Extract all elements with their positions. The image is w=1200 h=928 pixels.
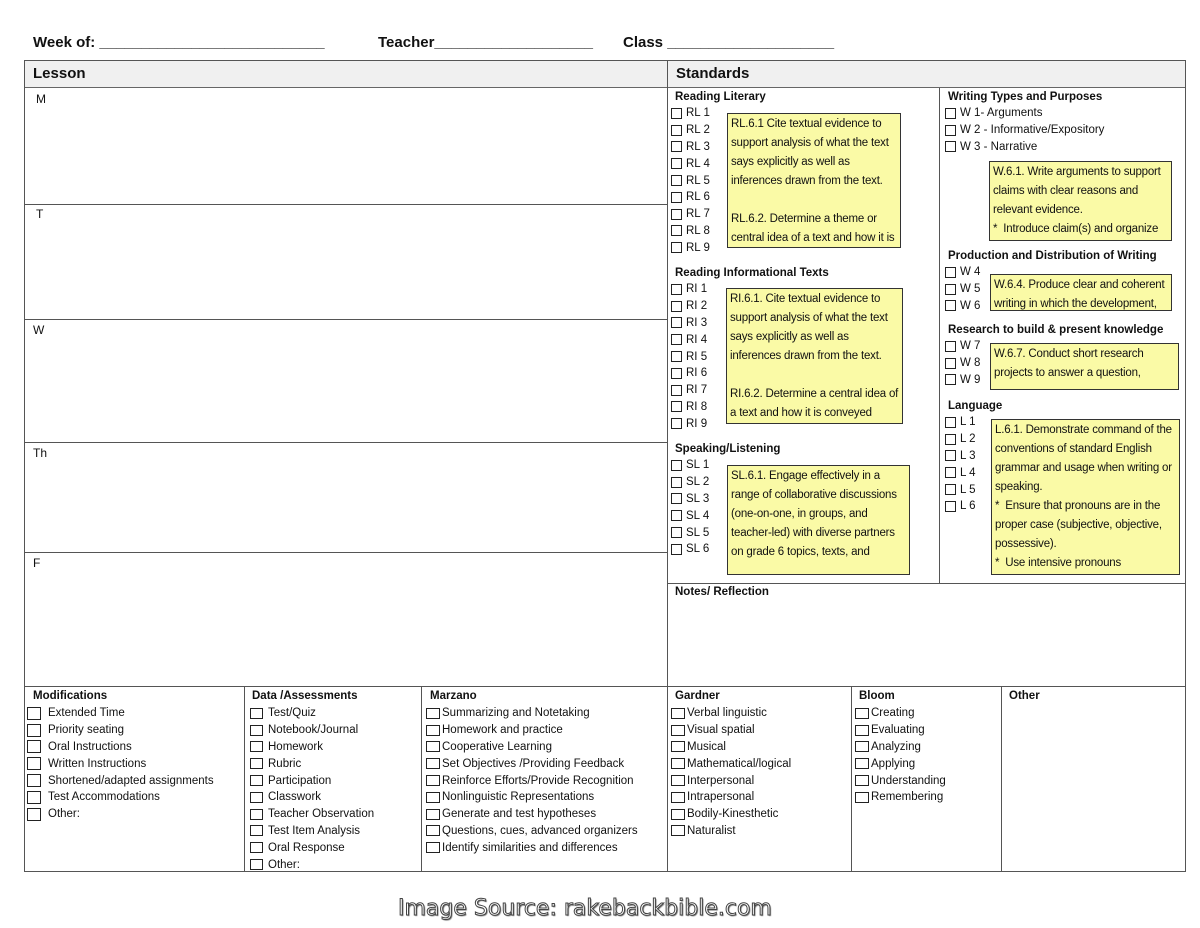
modifications-title: Modifications — [33, 690, 108, 702]
checkbox-label: Bodily-Kinesthetic — [687, 808, 779, 821]
image-source-caption: Image Source: rakebackbible.com — [398, 896, 772, 921]
note-text: * Introduce claim(s) and organize — [993, 223, 1159, 235]
checkbox-label: Notebook/Journal — [268, 724, 359, 737]
gardner-title: Gardner — [675, 690, 720, 702]
checkbox-label: RL 6 — [686, 191, 710, 204]
reading-literary-list — [671, 105, 710, 256]
checkbox[interactable] — [945, 300, 956, 311]
checkbox[interactable] — [945, 434, 956, 445]
checkbox[interactable] — [671, 334, 682, 345]
checkbox[interactable] — [671, 368, 682, 379]
checkbox[interactable] — [945, 284, 956, 295]
checkbox[interactable] — [671, 225, 682, 236]
checkbox-label: Test/Quiz — [268, 707, 316, 720]
checkbox[interactable] — [945, 125, 956, 136]
checkbox[interactable] — [250, 792, 263, 803]
checkbox-label: Applying — [871, 757, 916, 770]
checkbox-label: Priority seating — [48, 724, 125, 737]
data-assessments-title: Data /Assessments — [252, 690, 358, 702]
checkbox-label: Test Accommodations — [48, 791, 160, 804]
bloom-title: Bloom — [859, 690, 895, 702]
checkbox-label: Reinforce Efforts/Provide Recognition — [442, 774, 634, 787]
day-divider — [25, 442, 667, 443]
reading-informational-title: Reading Informational Texts — [675, 267, 829, 279]
checkbox-label: Set Objectives /Providing Feedback — [442, 757, 625, 770]
checkbox[interactable] — [671, 708, 685, 719]
checkbox[interactable] — [671, 792, 685, 803]
checkbox-label: Homework — [268, 740, 323, 753]
checkbox-label: L 4 — [960, 466, 976, 479]
checkbox[interactable] — [671, 141, 682, 152]
checkbox-label: Oral Instructions — [48, 740, 132, 753]
other-title: Other — [1009, 690, 1040, 702]
checkbox[interactable] — [945, 374, 956, 385]
checkbox[interactable] — [671, 809, 685, 820]
checkbox[interactable] — [426, 708, 440, 719]
checkbox[interactable] — [671, 527, 682, 538]
writing-types-list — [945, 105, 1104, 155]
research-list — [945, 338, 980, 388]
checkbox-label: Shortened/adapted assignments — [48, 774, 214, 787]
modifications-list — [27, 705, 214, 823]
checkbox-label: RI 9 — [686, 417, 708, 430]
checkbox-label: SL 4 — [686, 509, 710, 522]
checkbox[interactable] — [250, 775, 263, 786]
checkbox-label: RI 7 — [686, 384, 708, 397]
standards-column-divider — [939, 88, 940, 583]
checkbox[interactable] — [671, 460, 682, 471]
research-title: Research to build & present knowledge — [948, 324, 1164, 336]
checkbox-label: RI 4 — [686, 333, 708, 346]
checkbox[interactable] — [855, 725, 869, 736]
checkbox[interactable] — [27, 774, 41, 787]
checkbox[interactable] — [945, 267, 956, 278]
checkbox[interactable] — [671, 493, 682, 504]
checkbox-label: Musical — [687, 740, 726, 753]
checkbox[interactable] — [671, 108, 682, 119]
marzano-title: Marzano — [430, 690, 477, 702]
checkbox[interactable] — [671, 158, 682, 169]
notes-divider — [668, 583, 1185, 584]
note-text: RL.6.1 Cite textual evidence to support analysis of what the text says explicitly as well as inferences drawn from the text. — [731, 118, 892, 187]
checkbox-label: Intrapersonal — [687, 791, 755, 804]
checkbox-label: W 3 - Narrative — [960, 140, 1038, 153]
language-note — [991, 419, 1180, 575]
checkbox[interactable] — [945, 108, 956, 119]
checkbox-label: Classwork — [268, 791, 322, 804]
column-divider — [667, 687, 668, 872]
language-list — [945, 414, 976, 515]
checkbox-label: Interpersonal — [687, 774, 755, 787]
checkbox-label: SL 1 — [686, 459, 710, 472]
checkbox[interactable] — [671, 301, 682, 312]
checkbox-label: RL 5 — [686, 174, 710, 187]
checkbox[interactable] — [855, 775, 869, 786]
reading-literary-note — [727, 113, 901, 248]
checkbox[interactable] — [671, 544, 682, 555]
note-text: W.6.4. Produce clear and coherent writing in which the development, — [994, 279, 1168, 310]
data-assessments-list — [250, 705, 374, 873]
checkbox-label: RI 1 — [686, 283, 708, 296]
checkbox-label: RL 3 — [686, 140, 710, 153]
day-divider — [25, 319, 667, 320]
checkbox[interactable] — [250, 758, 263, 769]
checkbox-label: Other: — [48, 808, 80, 821]
checkbox[interactable] — [250, 859, 263, 870]
note-text: RI.6.1. Cite textual evidence to support analysis of what the text says explicitly as well as inferences drawn from the text. — [730, 293, 891, 362]
production-note — [990, 274, 1172, 311]
checkbox[interactable] — [945, 467, 956, 478]
checkbox-label: RL 9 — [686, 241, 710, 254]
checkbox[interactable] — [27, 740, 41, 753]
checkbox-label: Participation — [268, 774, 332, 787]
checkbox[interactable] — [671, 242, 682, 253]
checkbox-label: Understanding — [871, 774, 946, 787]
checkbox-label: Visual spatial — [687, 724, 755, 737]
reading-literary-title: Reading Literary — [675, 91, 766, 103]
checkbox-label: Naturalist — [687, 824, 736, 837]
checkbox-label: Written Instructions — [48, 757, 147, 770]
checkbox[interactable] — [855, 708, 869, 719]
checkbox[interactable] — [27, 791, 41, 804]
writing-types-title: Writing Types and Purposes — [948, 91, 1103, 103]
checkbox-label: W 2 - Informative/Expository — [960, 124, 1105, 137]
lesson-header: Lesson — [25, 61, 667, 88]
checkbox[interactable] — [945, 141, 956, 152]
production-title: Production and Distribution of Writing — [948, 250, 1157, 262]
note-text: RI.6.2. Determine a central idea of a text and how it is conveyed — [730, 388, 902, 419]
checkbox-label: W 9 — [960, 373, 981, 386]
note-text: * Ensure that pronouns are in the proper case (subjective, objective, possessive). — [995, 500, 1165, 550]
checkbox-label: RL 8 — [686, 224, 710, 237]
checkbox-label: RI 2 — [686, 300, 708, 313]
note-text: L.6.1. Demonstrate command of the conventions of standard English grammar and usage when writing or speaking. — [995, 424, 1175, 493]
checkbox[interactable] — [426, 758, 440, 769]
checkbox-label: W 1- Arguments — [960, 107, 1043, 120]
checkbox-label: W 4 — [960, 266, 981, 279]
checkbox-label: SL 3 — [686, 492, 710, 505]
checkbox-label: W 7 — [960, 340, 981, 353]
checkbox[interactable] — [945, 450, 956, 461]
teacher-field: Teacher___________________ — [378, 34, 593, 51]
class-field: Class ____________________ — [623, 34, 835, 51]
checkbox[interactable] — [945, 358, 956, 369]
checkbox[interactable] — [250, 809, 263, 820]
checkbox[interactable] — [945, 501, 956, 512]
research-note — [990, 343, 1179, 390]
speaking-listening-list — [671, 457, 709, 558]
bloom-list — [855, 705, 946, 806]
checkbox-label: Extended Time — [48, 707, 125, 720]
day-monday: M — [36, 92, 46, 106]
checkbox-label: Generate and test hypotheses — [442, 808, 597, 821]
checkbox[interactable] — [426, 809, 440, 820]
notes-reflection-title: Notes/ Reflection — [675, 586, 769, 598]
checkbox[interactable] — [671, 725, 685, 736]
checkbox[interactable] — [27, 757, 41, 770]
checkbox-label: RI 8 — [686, 400, 708, 413]
checkbox[interactable] — [27, 724, 41, 737]
checkbox[interactable] — [671, 175, 682, 186]
checkbox-label: SL 6 — [686, 543, 710, 556]
checkbox-label: RL 1 — [686, 107, 710, 120]
checkbox[interactable] — [671, 758, 685, 769]
checkbox[interactable] — [855, 758, 869, 769]
checkbox[interactable] — [671, 741, 685, 752]
checkbox-label: Summarizing and Notetaking — [442, 707, 590, 720]
checkbox[interactable] — [250, 825, 263, 836]
column-divider — [244, 687, 245, 872]
week-of-field: Week of: ___________________________ — [33, 34, 325, 51]
checkbox[interactable] — [27, 808, 41, 821]
note-text — [731, 191, 897, 210]
checkbox[interactable] — [855, 741, 869, 752]
checkbox-label: Homework and practice — [442, 724, 563, 737]
checkbox-label: Creating — [871, 707, 915, 720]
checkbox-label: Oral Response — [268, 841, 345, 854]
checkbox-label: L 1 — [960, 416, 976, 429]
checkbox-label: Mathematical/logical — [687, 757, 792, 770]
checkbox[interactable] — [250, 708, 263, 719]
checkbox[interactable] — [671, 209, 682, 220]
checkbox-label: Cooperative Learning — [442, 740, 552, 753]
checkbox-label: RI 5 — [686, 350, 708, 363]
checkbox[interactable] — [671, 825, 685, 836]
note-text — [730, 366, 899, 385]
checkbox[interactable] — [250, 842, 263, 853]
day-wednesday: W — [33, 323, 45, 337]
checkbox[interactable] — [426, 775, 440, 786]
checkbox-label: RL 2 — [686, 124, 710, 137]
checkbox[interactable] — [671, 418, 682, 429]
gardner-list — [671, 705, 791, 839]
checkbox[interactable] — [945, 484, 956, 495]
checkbox[interactable] — [250, 725, 263, 736]
checkbox-label: Verbal linguistic — [687, 707, 767, 720]
checkbox-label: Analyzing — [871, 740, 921, 753]
checkbox[interactable] — [426, 825, 440, 836]
checkbox[interactable] — [671, 284, 682, 295]
reading-informational-note — [726, 288, 903, 424]
day-friday: F — [33, 556, 41, 570]
day-thursday: Th — [33, 446, 48, 460]
day-divider — [25, 552, 667, 553]
checkbox[interactable] — [426, 725, 440, 736]
checkbox[interactable] — [27, 707, 41, 720]
day-tuesday: T — [36, 207, 44, 221]
lesson-standards-divider — [667, 61, 668, 687]
checkbox-label: L 2 — [960, 433, 976, 446]
checkbox[interactable] — [426, 741, 440, 752]
checkbox[interactable] — [671, 192, 682, 203]
production-list — [945, 264, 980, 314]
column-divider — [421, 687, 422, 872]
checkbox[interactable] — [671, 385, 682, 396]
column-divider — [1001, 687, 1002, 872]
note-text: RL.6.2. Determine a theme or central idea of a text and how it is — [731, 213, 895, 244]
checkbox[interactable] — [426, 842, 440, 853]
checkbox-label: Evaluating — [871, 724, 925, 737]
checkbox-label: Teacher Observation — [268, 808, 375, 821]
reading-informational-list — [671, 281, 707, 432]
checkbox[interactable] — [945, 417, 956, 428]
writing-types-note — [989, 161, 1172, 241]
checkbox[interactable] — [855, 792, 869, 803]
column-divider — [851, 687, 852, 872]
checkbox[interactable] — [671, 317, 682, 328]
checkbox[interactable] — [671, 510, 682, 521]
note-text: W.6.1. Write arguments to support claims with clear reasons and relevant evidence. — [993, 166, 1164, 216]
day-divider — [25, 204, 667, 205]
checkbox-label: SL 2 — [686, 476, 710, 489]
checkbox-label: Questions, cues, advanced organizers — [442, 824, 638, 837]
checkbox-label: Test Item Analysis — [268, 824, 361, 837]
checkbox[interactable] — [671, 775, 685, 786]
checkbox-label: Remembering — [871, 791, 944, 804]
checkbox-label: Nonlinguistic Representations — [442, 791, 595, 804]
checkbox-label: SL 5 — [686, 526, 710, 539]
checkbox-label: W 8 — [960, 357, 981, 370]
checkbox[interactable] — [945, 341, 956, 352]
checkbox-label: L 3 — [960, 449, 976, 462]
checkbox[interactable] — [671, 125, 682, 136]
checkbox-label: RL 4 — [686, 157, 710, 170]
standards-header: Standards — [668, 61, 1185, 88]
checkbox-label: RI 6 — [686, 367, 708, 380]
checkbox-label: W 5 — [960, 283, 981, 296]
checkbox[interactable] — [671, 351, 682, 362]
checkbox[interactable] — [671, 401, 682, 412]
language-title: Language — [948, 400, 1003, 412]
checkbox[interactable] — [671, 477, 682, 488]
checkbox-label: Rubric — [268, 757, 302, 770]
checkbox-label: Other: — [268, 858, 300, 871]
checkbox[interactable] — [250, 741, 263, 752]
checkbox-label: RL 7 — [686, 208, 710, 221]
checkbox-label: RI 3 — [686, 316, 708, 329]
checkbox-label: L 6 — [960, 500, 976, 513]
speaking-listening-title: Speaking/Listening — [675, 443, 781, 455]
checkbox-label: L 5 — [960, 483, 976, 496]
checkbox-label: Identify similarities and differences — [442, 841, 618, 854]
speaking-listening-note — [727, 465, 910, 575]
checkbox[interactable] — [426, 792, 440, 803]
note-text: W.6.7. Conduct short research projects to answer a question, — [994, 348, 1147, 379]
checkbox-label: W 6 — [960, 299, 981, 312]
note-text: * Use intensive pronouns — [995, 557, 1122, 569]
note-text: SL.6.1. Engage effectively in a range of collaborative discussions (one-on-one, in groups, and teacher-led) with diverse partners on grade 6 topics, texts, and — [731, 470, 900, 558]
marzano-list — [426, 705, 638, 856]
